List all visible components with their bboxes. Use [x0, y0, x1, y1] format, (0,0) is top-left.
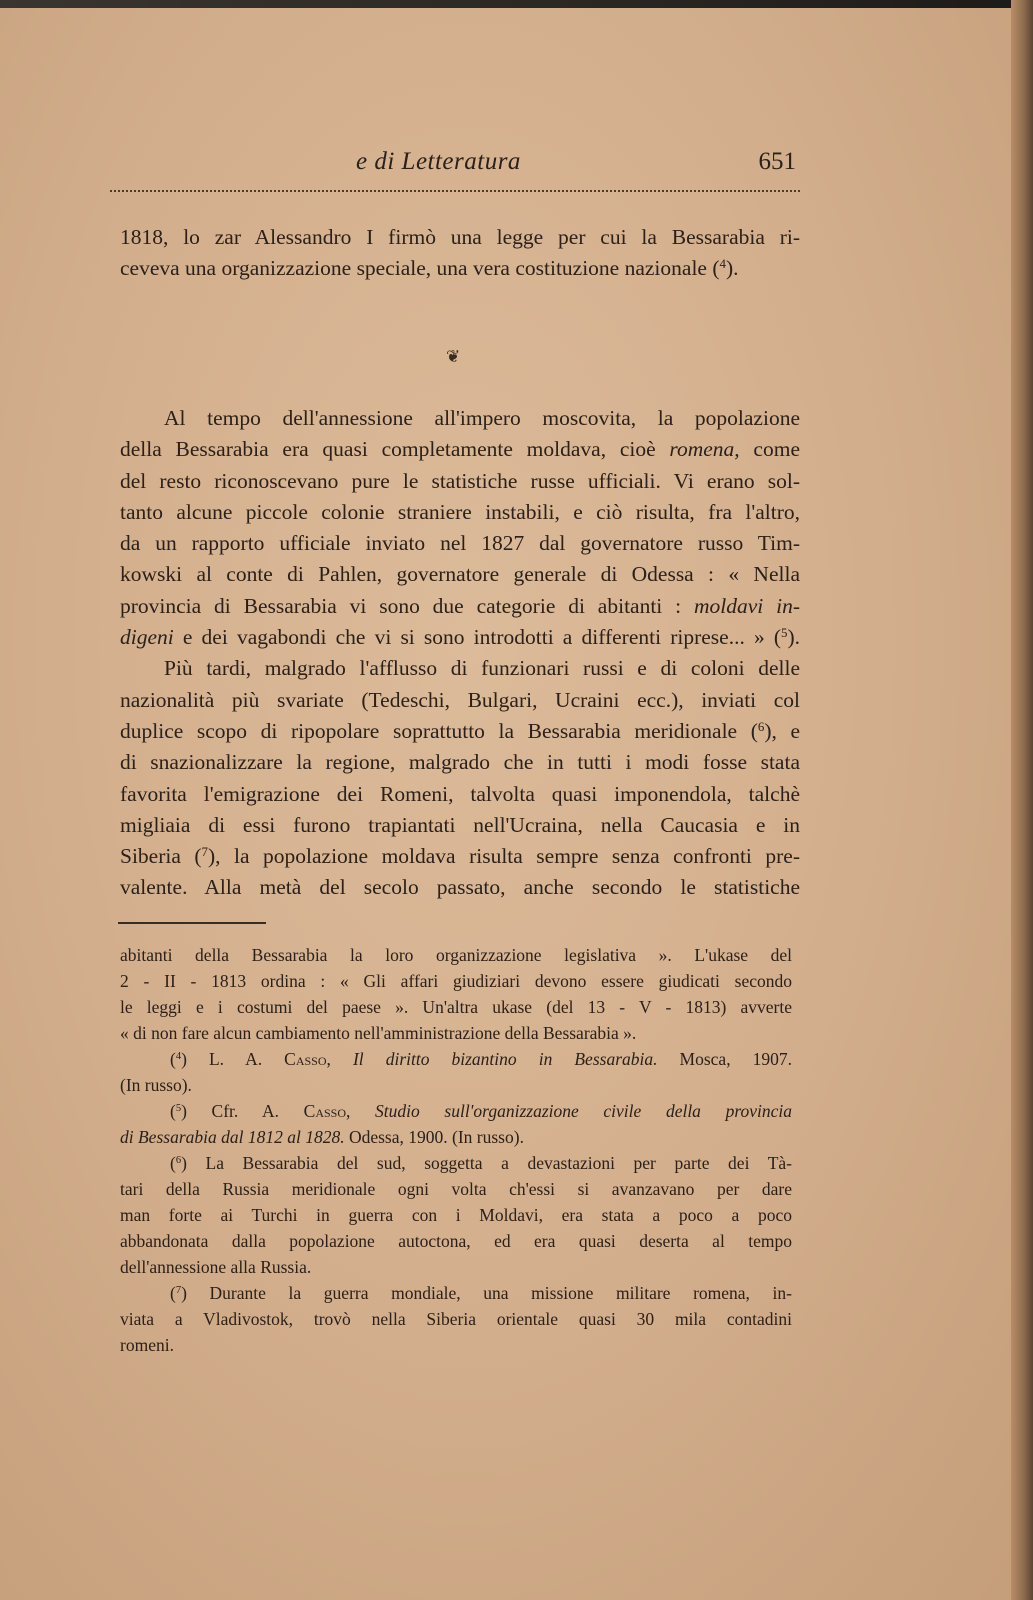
text-line: del resto riconoscevano pure le statistiche russe ufficiali. Vi erano sol-: [120, 468, 800, 493]
footnote-ref: 5: [781, 625, 788, 640]
footnote-line: viata a Vladivostok, trovò nella Siberia orientale quasi 30 mila contadini: [120, 1309, 792, 1329]
text-line: della Bessarabia era quasi completamente moldava, cioè romena, come: [120, 437, 800, 462]
footnotes: [120, 942, 792, 1358]
text-line: 1818, lo zar Alessandro I firmò una legge per cui la Bessarabia ri-: [120, 225, 800, 249]
text-line: tanto alcune piccole colonie straniere instabili, e ciò risulta, fra l'altro,: [120, 499, 800, 524]
running-title: e di Letteratura: [356, 148, 521, 175]
text-line: digeni e dei vagabondi che vi si sono introdotti a differenti riprese... » ($^5$).: [120, 625, 800, 650]
text-line: nazionalità più svariate (Tedeschi, Bulgari, Ucraini ecc.), inviati col: [120, 687, 800, 712]
section-ornament-icon: ❦: [446, 347, 461, 366]
footnote-line: 2 - II - 1813 ordina : « Gli affari giudiziari devono essere giudicati secondo: [120, 971, 792, 991]
footnote-line: (In russo).: [120, 1075, 192, 1095]
footnote-line: dell'annessione alla Russia.: [120, 1257, 312, 1277]
text-line: favorita l'emigrazione dei Romeni, talvolta quasi imponendola, talchè: [120, 781, 800, 806]
footnote-line: romeni.: [120, 1335, 174, 1355]
header-dotted-rule: [110, 190, 800, 192]
footnote-separator: [118, 922, 266, 924]
paragraph-continuation: [120, 222, 800, 285]
footnote-line: le leggi e i costumi del paese ». Un'altra ukase (del 13 - V - 1813) avverte: [120, 997, 792, 1017]
text-line: da un rapporto ufficiale inviato nel 1827 dal governatore russo Tim-: [120, 531, 800, 556]
text-line: di snazionalizzare la regione, malgrado che in tutti i modi fosse stata: [120, 750, 800, 775]
scan-top-edge: [0, 0, 1033, 8]
footnote-4: ($^4$) L. A. Casso, Il diritto bizantino in Bessarabia. Mosca, 1907.: [170, 1049, 793, 1069]
footnote-line: man forte ai Turchi in guerra con i Moldavi, era stata a poco a poco: [120, 1205, 792, 1225]
footnote-line: tari della Russia meridionale ogni volta ch'essi si avanzavano per dare: [120, 1179, 792, 1199]
text-line: Al tempo dell'annessione all'impero moscovita, la popolazione: [164, 406, 800, 430]
text-line: Più tardi, malgrado l'afflusso di funzionari russi e di coloni delle: [164, 656, 800, 681]
text-line: kowski al conte di Pahlen, governatore generale di Odessa : « Nella: [120, 562, 800, 587]
main-text: [120, 403, 800, 904]
footnote-line: abbandonata dalla popolazione autoctona, ed era quasi deserta al tempo: [120, 1231, 792, 1251]
footnote-ref: 6: [757, 719, 765, 734]
text-line: duplice scopo di ripopolare soprattutto la Bessarabia meridionale ($^6$), e: [120, 718, 801, 743]
footnote-7: ($^7$) Durante la guerra mondiale, una missione militare romena, in-: [170, 1283, 792, 1303]
text-line: provincia di Bessarabia vi sono due categorie di abitanti : moldavi in-: [120, 593, 800, 618]
text-line: ceveva una organizzazione speciale, una vera costituzione nazionale ($^4$).: [120, 256, 739, 281]
page-number: 651: [758, 148, 796, 175]
text-line: Siberia ($^7$), la popolazione moldava risulta sempre senza confronti pre-: [120, 844, 800, 869]
footnote-line: « di non fare alcun cambiamento nell'amministrazione della Bessarabia ».: [120, 1023, 637, 1043]
footnote-ref: 4: [719, 257, 726, 272]
footnote-6: ($^6$) La Bessarabia del sud, soggetta a devastazioni per parte dei Tà-: [170, 1153, 792, 1173]
page-header: [118, 148, 798, 188]
footnote-5: ($^5$) Cfr. A. Casso, Studio sull'organizzazione civile della provincia: [170, 1101, 793, 1121]
book-spine-edge: [1011, 0, 1033, 1600]
footnote-ref: 7: [201, 845, 208, 860]
footnote-line: abitanti della Bessarabia la loro organizzazione legislativa ». L'ukase del: [120, 945, 792, 965]
text-line: valente. Alla metà del secolo passato, anche secondo le statistiche: [120, 875, 800, 900]
footnote-line: di Bessarabia dal 1812 al 1828. Odessa, 1900. (In russo).: [120, 1127, 524, 1147]
text-line: migliaia di essi furono trapiantati nell'Ucraina, nella Caucasia e in: [120, 812, 800, 837]
